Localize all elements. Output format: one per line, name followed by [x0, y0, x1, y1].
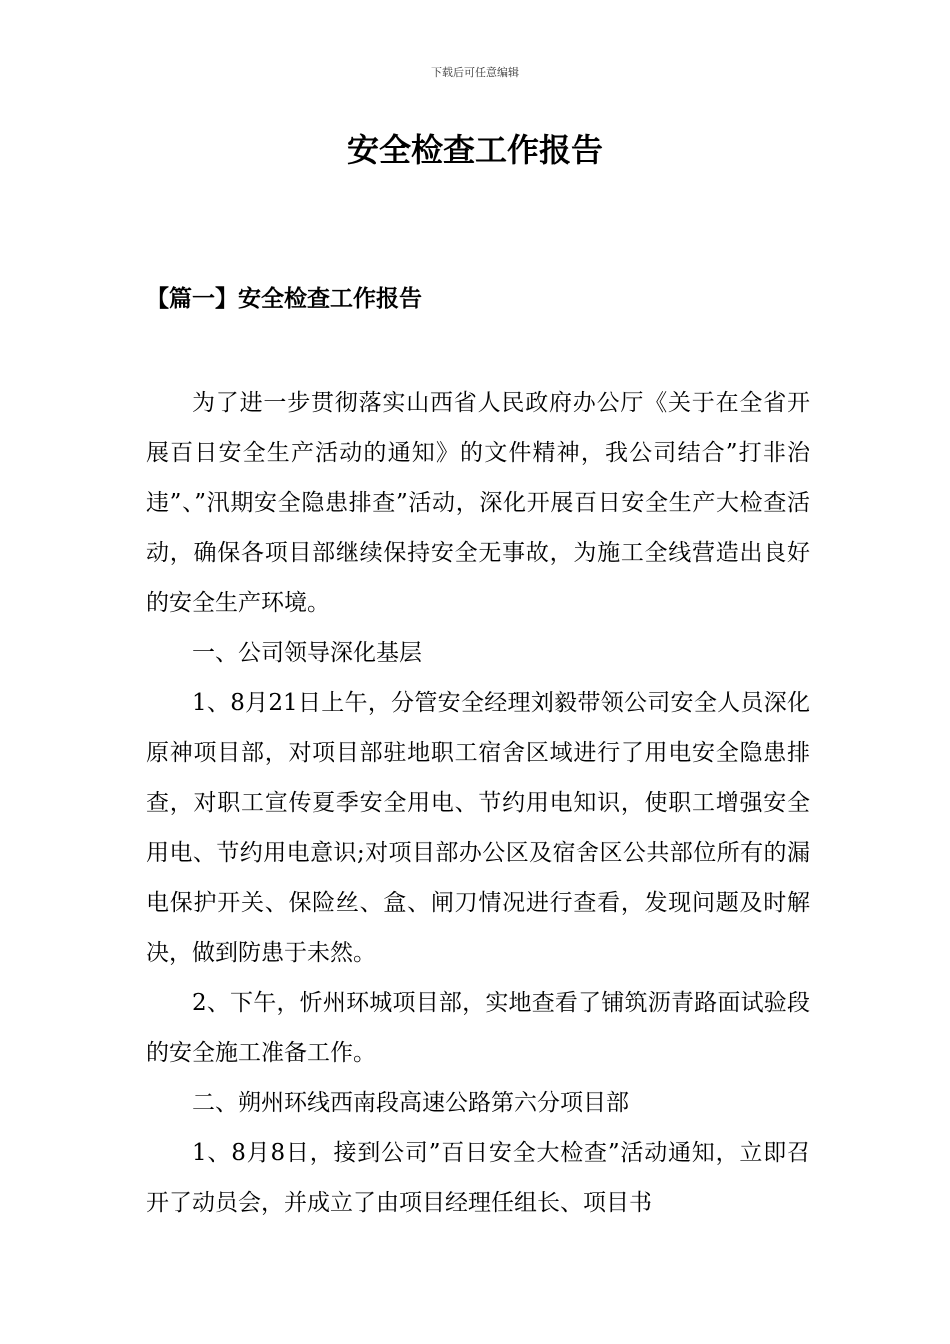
paragraph-heading-1: 一、公司领导深化基层	[192, 640, 422, 666]
document-body	[146, 378, 810, 1228]
paragraph-item-1-1: 1、8月21日上午，分管安全经理刘毅带领公司安全人员深化原神项目部，对项目部驻地职工宿舍区域进行了用电安全隐患排查，对职工宣传夏季安全用电、节约用电知识，使职工增强安全用电、节约用电意识;对项目部办公区及宿舍区公共部位所有的漏电保护开关、保险丝、盒、闸刀情况进行查看，发现问题及时解决，做到防患于未然。	[146, 690, 810, 966]
section-heading: 【篇一】安全检查工作报告	[146, 285, 422, 312]
document-title: 安全检查工作报告	[346, 131, 603, 169]
header-note: 下载后可任意编辑	[431, 66, 519, 79]
paragraph-intro: 为了进一步贯彻落实山西省人民政府办公厅《关于在全省开展百日安全生产活动的通知》的文件精神，我公司结合”打非治违”、”汛期安全隐患排查”活动，深化开展百日安全生产大检查活动，确保各项目部继续保持安全无事故，为施工全线营造出良好的安全生产环境。	[146, 390, 810, 616]
paragraph-item-1-2: 2、下午，忻州环城项目部，实地查看了铺筑沥青路面试验段的安全施工准备工作。	[146, 990, 810, 1066]
paragraph-item-2-1: 1、8月8日，接到公司”百日安全大检查”活动通知，立即召开了动员会，并成立了由项目经理任组长、项目书	[146, 1140, 810, 1216]
paragraph-heading-2: 二、朔州环线西南段高速公路第六分项目部	[192, 1090, 629, 1116]
